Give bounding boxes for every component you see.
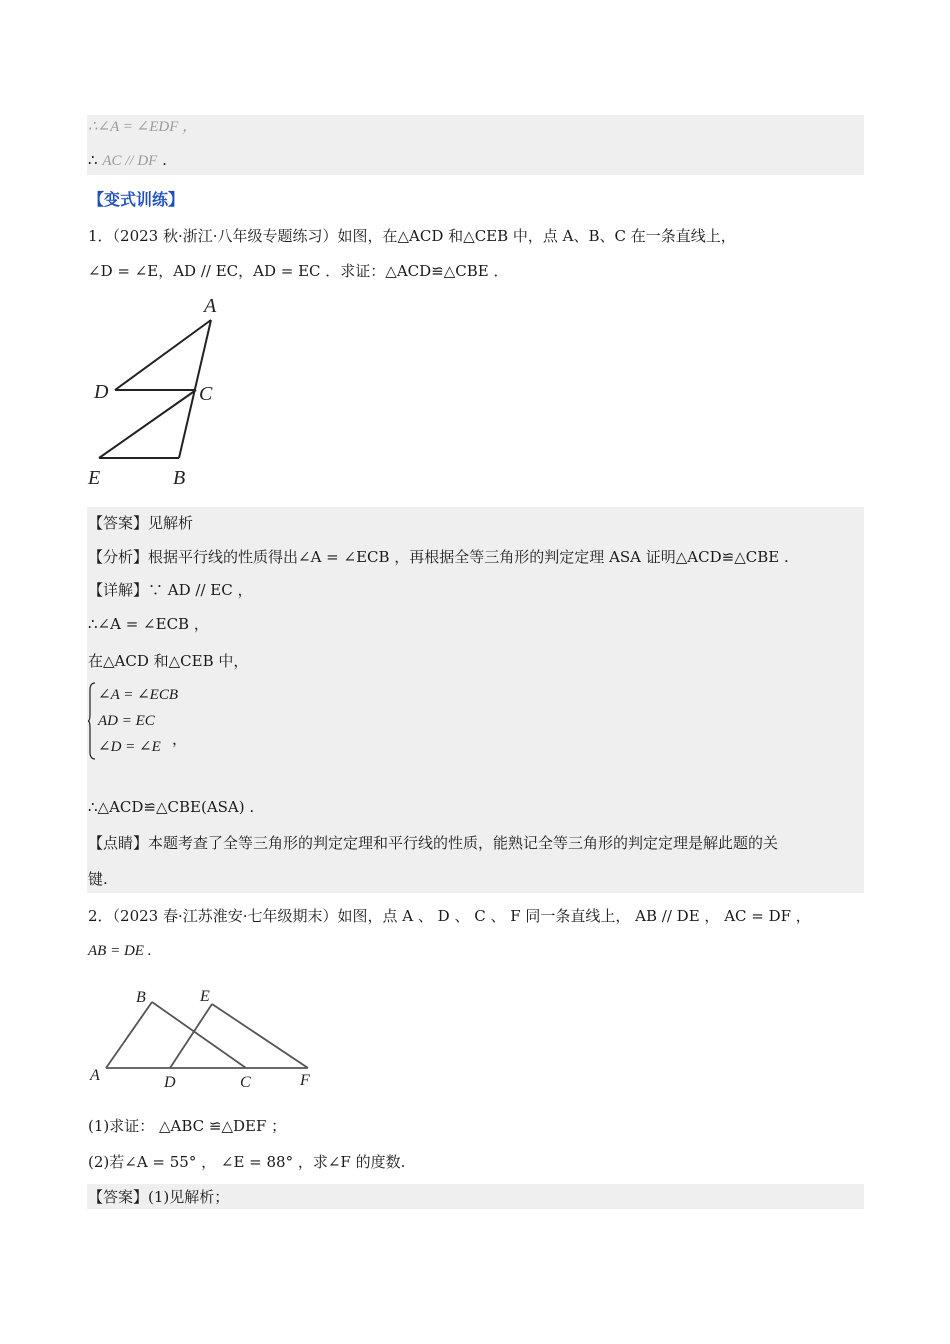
problem1-conclusion: ∴△ACD≌△CBE(ASA) . bbox=[88, 798, 255, 816]
problem1-comment-line1: 【点睛】本题考查了全等三角形的判定定理和平行线的性质，能熟记全等三角形的判定定理是解此题的关 bbox=[88, 834, 779, 852]
solution-block-top bbox=[87, 115, 864, 175]
problem2-stem-line2: AB = DE . bbox=[88, 943, 152, 959]
label-D: D bbox=[164, 1074, 176, 1091]
label-B: B bbox=[173, 467, 186, 489]
label-E: E bbox=[200, 988, 210, 1005]
segment-BC bbox=[152, 1002, 246, 1068]
label-B: B bbox=[136, 989, 146, 1006]
problem2-question-1: (1)求证： △ABC ≌△DEF ； bbox=[88, 1117, 287, 1135]
system-eq-3: ∠D = ∠E bbox=[98, 739, 161, 755]
segment-EF bbox=[212, 1004, 308, 1068]
parallel-statement: AC // DF bbox=[102, 153, 158, 169]
proof-line-angle: ∴∠A = ∠EDF ， bbox=[88, 119, 198, 135]
problem2-question-2: (2)若∠A = 55° ， ∠E = 88° ，求∠F 的度数. bbox=[88, 1153, 406, 1171]
section-heading: 【变式训练】 bbox=[88, 190, 185, 209]
problem1-comment-line2: 键. bbox=[88, 870, 108, 888]
proof-line-parallel bbox=[88, 149, 167, 172]
label-D: D bbox=[94, 381, 109, 403]
label-C: C bbox=[199, 383, 213, 405]
problem1-stem-line1: 1．（2023 秋·浙江·八年级专题练习）如图，在△ACD 和△CEB 中，点 A、B、C 在一条直线上， bbox=[88, 227, 736, 245]
label-A: A bbox=[90, 1067, 100, 1084]
label-C: C bbox=[240, 1074, 251, 1091]
system-eq-2: AD = EC bbox=[98, 713, 155, 729]
problem1-detail-2: ∴∠A = ∠ECB ， bbox=[88, 615, 209, 633]
label-F: F bbox=[300, 1072, 310, 1089]
label-E: E bbox=[88, 467, 101, 489]
problem1-detail-head: 【详解】∵ AD // EC ， bbox=[88, 581, 253, 599]
segment-AB bbox=[106, 1002, 152, 1068]
segment-DE bbox=[170, 1004, 212, 1068]
system-eq-1: ∠A = ∠ECB bbox=[98, 687, 178, 703]
period: . bbox=[162, 151, 167, 169]
problem1-stem-line2: ∠D = ∠E，AD // EC，AD = EC ．求证：△ACD≌△CBE ． bbox=[88, 262, 509, 280]
problem1-analysis: 【分析】根据平行线的性质得出∠A = ∠ECB ，再根据全等三角形的判定定理 ASA 证明△ACD≌△CBE . bbox=[88, 548, 789, 566]
label-A: A bbox=[204, 295, 217, 317]
therefore-symbol: ∴ bbox=[88, 151, 98, 169]
problem1-detail-3: 在△ACD 和△CEB 中， bbox=[88, 652, 249, 670]
problem2-figure bbox=[86, 982, 326, 1092]
problem1-answer: 【答案】见解析 bbox=[88, 514, 194, 532]
problem2-stem-line1: 2．（2023 春·江苏淮安·七年级期末）如图，点 A 、 D 、 C 、 F 同一条直线上， AB // DE ， AC = DF ， bbox=[88, 907, 811, 925]
system-comma: ， bbox=[172, 730, 188, 748]
problem2-answer: 【答案】(1)见解析； bbox=[88, 1188, 230, 1206]
problem1-figure bbox=[84, 292, 234, 492]
system-brace bbox=[88, 682, 96, 760]
